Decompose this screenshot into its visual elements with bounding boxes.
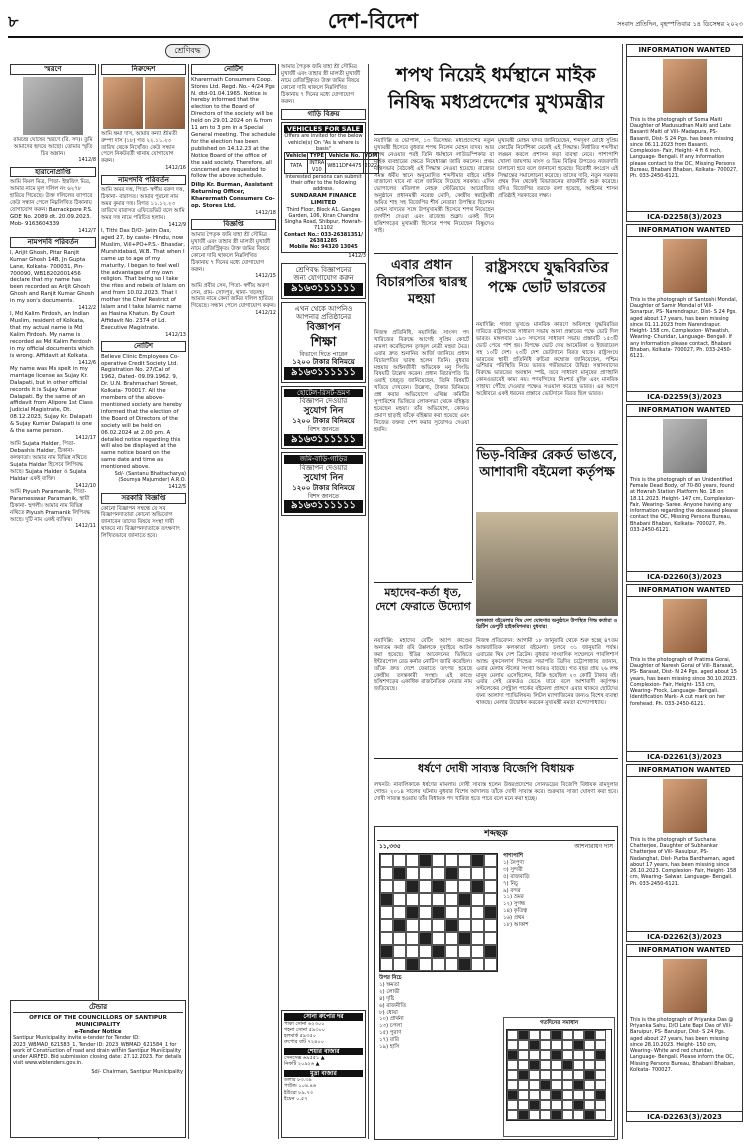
money-label: মুদ্রা বাজার bbox=[284, 1070, 363, 1078]
vehicle-address: Third Floor, Block A1, Ganges Garden, 106, Kiran Chandra Singha Road, Shibpur, Howrah- 711102 bbox=[284, 206, 363, 232]
share-item: সেনসেক্স ৬৯৫৫১ ▲ bbox=[284, 1055, 325, 1061]
ad-id: 1412/6 bbox=[78, 359, 96, 366]
promo-classified bbox=[281, 263, 366, 299]
info-wanted-title: INFORMATION WANTED bbox=[627, 405, 742, 417]
vehicle-ad-title: VEHICLES FOR SALE bbox=[284, 125, 363, 133]
ad-id: 1412/12 bbox=[255, 310, 276, 317]
promo-word: শিক্ষা bbox=[310, 334, 337, 350]
promo-phone: ৯১৬৩১১১১১১ bbox=[284, 283, 363, 296]
category-notice: নোটিশ bbox=[101, 341, 186, 352]
table-header-row bbox=[285, 153, 379, 160]
info-wanted-id: ICA-D2258(3)/2023 bbox=[627, 211, 742, 223]
crossword-block bbox=[374, 826, 618, 1140]
info-wanted-ad bbox=[626, 944, 743, 1122]
fair-headline: ভিড়-বিক্রির রেকর্ড ভাঙবে, আশাবাদী বইমেলা কর্তৃপক্ষ bbox=[476, 448, 618, 480]
vehicle-table bbox=[284, 152, 379, 174]
crossword-setter: আশনারায়ণ দাস bbox=[574, 843, 613, 850]
clue-item: ১) ক্ষমতা bbox=[379, 981, 400, 988]
ad-id: 1412/11 bbox=[75, 523, 96, 530]
ad-id: 1412/16 bbox=[165, 165, 186, 172]
column-header: TYPE bbox=[309, 153, 324, 160]
promo-line: বিজ্ঞাপন দেওয়ার bbox=[299, 397, 348, 406]
ad-id: 1412/10 bbox=[75, 482, 96, 489]
classified-col-4 bbox=[281, 64, 378, 1139]
table-cell: INTRA V10 bbox=[309, 160, 325, 173]
info-wanted-text: This is the photograph of Suchana Chatterjee, Daughter of Subhankar Chatterjee of Vill- Rasulpur, PS- Nadanghat, Dist- Purba Bardhaman, aged about 17 years, has been missing since 26.10.2023. Complexion- Fair, Height- 158 cm, Wearing- Salwar. Language- Bengali. Ph. 033-2450-6121. bbox=[630, 836, 737, 887]
info-wanted-title: INFORMATION WANTED bbox=[627, 225, 742, 237]
table-cell: 2022 bbox=[363, 160, 379, 174]
down-label: উপর নিচে bbox=[379, 975, 402, 981]
gold-item: হলমার্ক ৫৯৩৫০ bbox=[284, 1033, 316, 1039]
promo-line: হোটেল-রিসর্ট-ভ্রমণ bbox=[284, 389, 363, 398]
person-photo bbox=[663, 419, 707, 473]
crossword-across bbox=[503, 853, 615, 1013]
clue-item: ১২) সুগন্ধ bbox=[503, 901, 526, 908]
fair-caption: কলকাতা বইমেলার থিম দেশ ঘোষণার অনুষ্ঠানে উপস্থিত গিল্ড কর্তারা ও ব্রিটিশ ডেপুটি হাইকমিশনার। বুধবার। bbox=[476, 618, 618, 631]
info-wanted-title: INFORMATION WANTED bbox=[627, 585, 742, 597]
table-row bbox=[285, 160, 379, 174]
person-photo bbox=[663, 239, 707, 293]
clue-item: ১৬) প্রথম bbox=[503, 915, 525, 922]
notice-sign: Sd/- (Santanu Bhattacharya) (Soumya Majumder) A.R.O. bbox=[114, 471, 186, 484]
info-wanted-id: ICA-D2261(3)/2023 bbox=[627, 751, 742, 763]
gold-item: রুপোর বাট ৭২৪০০ bbox=[284, 1039, 324, 1046]
info-wanted-title: INFORMATION WANTED bbox=[627, 945, 742, 957]
divider bbox=[622, 44, 623, 1139]
notice-text: Believe Clinic Employees Co-operative Credit Society Ltd. Registration No. 27/Cal of 1962, Dated- 09.09.1962. 9, Dr. U.N. Brahmachari Street, Kolkata- 700017. All the members of the above-mentioned society are hereby informed that the election of the Board of Directors of the society will be held on 06.02.2024 at 2.00 pm. A detailed notice regarding this will also be displayed at the same notice board on the same date and time as mentioned above. bbox=[101, 353, 182, 471]
promo-line: এখন থেকে আপনিও bbox=[294, 304, 353, 313]
ad-id: 1412/9 bbox=[168, 221, 186, 228]
name-change-text: I, Arijit Ghosh, Pitar Ranjit Kumar Ghosh 14B, Jn Gupta Lane, Kolkata- 700031, Pin- 700090, WB18202001456 declare that my name has been recorded as Arijit Ghosh Ghosh and Ranjit Kumar Ghosh in my son's documents. bbox=[10, 249, 95, 305]
ad-id: 1412/7 bbox=[78, 227, 96, 234]
tender-text: Santipur Municipality invite e-tender for Tender ID: 2023_WBMAD_621583_1, Tender ID: 2023_WBMAD_621584_1 for work of Construction of road and drain within Santipur Municipality under AIRFED. Bid submission closing date: 27.12.2023. For details visit www.wbtenders.gov.in. bbox=[13, 1035, 182, 1067]
info-wanted-column bbox=[626, 44, 743, 1140]
clue-item: ১৭) বারি bbox=[379, 1037, 399, 1044]
info-wanted-text: This is the photograph of Santoshi Mondal, Daughter of Samir Mondal of Vill- Sonarpur, PS- Narendrapur, Dist- S 24 Pgs. aged about 17 years, has been missing since 01.11.2023 from Narendrapur. Height- 158 cm, Complexion- Wheatish, Wearing- Churidar, Language- Bengali. If any information please contact, Bhabani Bhaban, Kolkata- 700027, Ph. 033-2450-6121. bbox=[630, 296, 738, 359]
divider bbox=[374, 582, 472, 583]
dateline: সংবাদ প্রতিদিন, বৃহস্পতিবার ১৪ ডিসেম্বর ২০২৩ bbox=[617, 20, 743, 28]
name-change-text: My name was Ms spelt in my marriage license as Sujay Kr. Dalapati, but in other official records it is Sujay Kumar Dalapati. By the same of an affidavit from Alipore 1st Class Judicial Magistrate, Dt. 08.12.2023, Sujay Kr. Dalapati & Sujay Kumar Dalapati is one & the same person. bbox=[10, 365, 93, 435]
tender-block bbox=[10, 1000, 186, 1138]
info-wanted-id: ICA-D2259(3)/2023 bbox=[627, 391, 742, 403]
crossword-down bbox=[379, 975, 499, 1095]
name-change-text: আমি Piyush Paramanik, পিতা- Paramesswar Paramanik, স্থায়ী ঠিকানা- হুগলী। আমার নাম বিভিন্ন নথিতে Piyush Pramanik লিপিবদ্ধ আছে। দুটি নাম একই ব্যক্তির। bbox=[10, 488, 91, 523]
clue-item: ১৫) পুরাণ bbox=[379, 1030, 402, 1037]
main-article-1: নয়াদিল্লি ও ভোপাল, ১৩ ডিসেম্বর: মধ্যপ্রদেশের নতুন মুখ্যমন্ত্রী হিসেবে বুধবার শপথ নিলেন মোহন যাদব। আর শপথ নেওয়ার পরই তিনি ধর্মস্থানে লাউডস্পিকার বা মাইক ব্যবহারের ক্ষেত্রে নিষেধাজ্ঞা জারি করলেন। প্রথম মন্ত্রিসভার বৈঠকেই এই সিদ্ধান্ত নেওয়া হয়েছে। রাজ্যের সমস্ত ধর্মীয় স্থানে অনুমোদিত শব্দসীমার বাইরে মাইক বাজানো যাবে না বলে জানিয়ে দিয়েছে সরকার। এদিন ভোপালের মতিলাল নেহরু স্টেডিয়ামে আয়োজিত অনুষ্ঠানে প্রধানমন্ত্রী নরেন্দ্র মোদি, কেন্দ্রীয় স্বরাষ্ট্রমন্ত্রী অমিত শাহ সহ বিজেপির শীর্ষ নেতারা উপস্থিত ছিলেন। মোহন যাদবের সঙ্গে উপমুখ্যমন্ত্রী হিসেবে শপথ নিয়েছেন জগদীশ দেওরা এবং রাজেন্দ্র শুক্লা। একই দিনে ছত্তিশগড়ের মুখ্যমন্ত্রী হিসেবে শপথ নিয়েছেন বিষ্ণুদেও সাই। bbox=[374, 138, 494, 234]
promo-line: বিজ্ঞাপন দেওয়ার bbox=[299, 463, 348, 472]
name-change-text: I, Md Kalim Firdosh, an Indian Muslim, resident of Kolkata, that my actual name is Md Kalim Firdosh. My name is recorded as Md Kalim Ferdosh in my official documents which is wrong. Affidavit at Kolkata. bbox=[10, 311, 94, 359]
previous-solution bbox=[503, 1017, 615, 1137]
promo-line: সুযোগ নিন bbox=[303, 406, 344, 417]
mahadev-article: নয়াদিল্লি: মহাদেব বেটিং অ্যাপ কাণ্ডের অন্যতম কর্তা রবি উপ্পলকে দুবাইয়ে আটক করা হয়েছে। ইডির আবেদনের ভিত্তিতে ইন্টারপোল রেড কর্নার নোটিস জারি করেছিল। তাঁকে দ্রুত দেশে ফেরাতে তৎপর হয়েছে কেন্দ্রীয় তদন্তকারী সংস্থা। এই কাণ্ডে ছত্তিশগড়ের একাধিক রাজনৈতিক নেতার নাম জড়িয়েছে। bbox=[374, 638, 472, 693]
vehicle-ad-sub: Offers are invited for the below vehicle(s) On "As is where is basis" bbox=[284, 133, 363, 152]
mla-article: লখনউ: নাবালিকাকে ধর্ষণের মামলায় দোষী সাব্যস্ত হলেন উত্তরপ্রদেশের সোনভদ্রের বিজেপি বিধায়ক রামদুলার গোন্ড। ২০১৪ সালের ঘটনায় বুধবার বিশেষ আদালত তাঁকে দোষী সাব্যস্ত করে। শুক্রবার সাজা ঘোষণা করা হবে। দোষী সাব্যস্ত হওয়ায় তাঁর বিধায়ক পদ খারিজ হতে পারে বলে মনে করা হচ্ছে। bbox=[374, 782, 618, 802]
bigyapti-text: আমার পৈতৃক জমি যাহা শ্রী সৌমিত্র মুখার্জী এবং তাহার স্ত্রী মালতী মুখার্জী নামে রেজিস্ট্রিকৃত। উক্ত জমির বিষয়ে কোনো দাবি থাকলে নিম্নলিখিত ঠিকানায় ৭ দিনের মধ্যে যোগাযোগ করুন। bbox=[191, 231, 271, 273]
mahadev-headline: মহাদেব-কর্তা ধৃত, দেশে ফেরাতে উদ্যোগ bbox=[375, 586, 471, 614]
across-label: পাশাপাশি bbox=[503, 853, 523, 859]
person-photo bbox=[663, 59, 707, 113]
mla-headline: ধর্ষণে দোষী সাব্যস্ত বিজেপি বিধায়ক bbox=[418, 762, 574, 775]
classifieds-banner bbox=[10, 44, 365, 60]
ad-id: 1412/18 bbox=[255, 209, 276, 216]
main-headline: শপথ নিয়েই ধর্মস্থানে মাইক নিষিদ্ধ মধ্যপ্রদেশের মুখ্যমন্ত্রীর bbox=[388, 64, 604, 113]
clue-item: ৮) ধোয়া bbox=[379, 1009, 398, 1016]
bigyapti-text: আমার পৈতৃক জমি যাহা শ্রী সৌমিত্র মুখার্জী এবং তাহার স্ত্রী মালতী মুখার্জী নামে রেজিস্ট্রিকৃত। উক্ত জমির বিষয়ে কোনো দাবি থাকলে নিম্নলিখিত ঠিকানায় ৭ দিনের মধ্যে যোগাযোগ করুন। bbox=[281, 64, 361, 105]
divider bbox=[374, 758, 618, 759]
clue-item: ৭) নিচু bbox=[503, 880, 518, 887]
clue-item: ১০) প্রার্থনা bbox=[379, 1016, 404, 1023]
info-wanted-title: INFORMATION WANTED bbox=[627, 45, 742, 57]
promo-line: সুযোগ নিন bbox=[303, 472, 344, 483]
column-header: Vehicle No. bbox=[326, 153, 363, 160]
info-wanted-id: ICA-D2263(3)/2023 bbox=[627, 1111, 742, 1123]
clue-item: ৩) সুন্দরী bbox=[503, 866, 523, 873]
money-item: ইয়েন ০.৫৭ bbox=[284, 1095, 308, 1102]
category-tender: টেন্ডার bbox=[13, 1003, 183, 1013]
divider bbox=[472, 256, 473, 580]
vehicle-contact: Contact No.: 033-26381351/ 26381285 bbox=[284, 231, 363, 244]
money-item: পাউন্ড ১০৪.৪৬ bbox=[284, 1083, 317, 1090]
missing-text: আমি ক্ষমা দাস, আমার কন্যা শ্রীমতী রুম্পা দাস (১৮) গত ২২.১১.২৩ তারিখ থেকে নিখোঁজ। কেউ সন্ধান পেলে নিকটবর্তী থানায় যোগাযোগ করুন। bbox=[101, 130, 178, 165]
fair-photo bbox=[476, 512, 618, 616]
promo-hotel bbox=[281, 386, 366, 450]
clue-item: ১১) ভ্রমর bbox=[503, 894, 524, 901]
promo-price: ১২০০ টাকার বিনিময়ে bbox=[292, 417, 355, 426]
classifieds-label: শ্রেণিবদ্ধ bbox=[165, 44, 210, 58]
clue-item: ৯) বন্দর bbox=[503, 887, 521, 894]
promo-phone: ৯১৬৩১১১১১১ bbox=[284, 434, 363, 447]
info-wanted-text: This is the photograph of Soma Maiti Daughter of Madusudhan Maiti and Late Basanti Maiti of Vill- Madapura, PS- Basanti, Dist- S 24 Pgs. has been missing since 06.11.2023 from Basanti. Complexion- Fair, Height- 4 ft 6 inch, Language- Bengali. If any information please contact to the OC, Missing Persons Bureau, Bhabani Bhaban, Kolkata- 700027, Ph. 033-2450-6121. bbox=[630, 116, 738, 179]
gold-item: পাকা সোনা ৬২৩০০ bbox=[284, 1020, 325, 1027]
clue-item: ১৯) হাসি bbox=[379, 1044, 400, 1051]
crossword-title: শব্দছক bbox=[377, 829, 615, 841]
promo-line: জমি-বাড়ি-গাড়ির bbox=[284, 455, 363, 464]
share-label: শেয়ার বাজার bbox=[284, 1048, 363, 1056]
promo-phone: ৯১৬৩১১১১১১ bbox=[284, 367, 363, 380]
column-header: Vehicle bbox=[286, 153, 307, 160]
info-wanted-ad bbox=[626, 224, 743, 402]
un-headline: রাষ্ট্রসংঘে যুদ্ধবিরতির পক্ষে ভোট ভারতের bbox=[485, 258, 609, 296]
divider bbox=[374, 253, 618, 254]
ad-id: 1412/3 bbox=[348, 253, 366, 260]
clue-item: ১৩) চপলা bbox=[379, 1023, 402, 1030]
gold-item: গহনা সোনা ৫৯৩০০ bbox=[284, 1026, 325, 1033]
notice-text: Kharermath Consumers Coop. Stores Ltd. Regd. No.- 4/24 Pgs N. dtd-01.04.1965. Notice is hereby informed that the election to the Board of Directors of the society will be held on 29.01.2024 on & from 11 am to 3 pm in a Special General meeting. The schedule for the election has been published on 14.12.23 at the Notice Board of the office of the said society. Therefore, all concerned are requested to follow the above schedule. bbox=[191, 76, 276, 180]
money-item: ইউরো ৮৯.৭৩ bbox=[284, 1089, 313, 1096]
crossword-grid[interactable] bbox=[379, 853, 498, 972]
divider bbox=[476, 444, 618, 445]
category-haranoprapti: হারানোপ্রাপ্তি bbox=[10, 167, 96, 178]
classified-col-1 bbox=[10, 64, 96, 1139]
memorial-text: রামচন্দ্র ঘোষের স্মরণে (রি. সদ)। তুমি আমাদের হৃদয়ে আছো। তোমার স্মৃতি চির অম্লান। bbox=[13, 136, 93, 157]
ad-id: 1412/8 bbox=[78, 157, 96, 164]
person-photo bbox=[663, 599, 707, 653]
vehicle-mobile: Mobile No: 94320 13045 bbox=[289, 244, 358, 251]
main-article-2: মুখ্যমন্ত্রী মোহন যাদব জানিয়েছেন, শব্দদূষণ রোধে সুপ্রিম কোর্টের নির্দেশিকা মেনেই এই সিদ্ধান্ত। নির্ধারিত শব্দসীমা লঙ্ঘন করলে প্রশাসন কড়া ব্যবস্থা নেবে। পাশাপাশি খোলা জায়গায় মাংস ও ডিম বিক্রির উপরেও নজরদারি চালানো হবে বলে জানানো হয়েছে। বিরোধী কংগ্রেস এই সিদ্ধান্তের সমালোচনা করেছে। তাদের দাবি, নতুন সরকার প্রথম দিন থেকেই বিভাজনের রাজনীতি শুরু করেছে। যদিও বিজেপির তরফে বলা হয়েছে, আইনের শাসন প্রতিষ্ঠাই সরকারের লক্ষ্য। bbox=[498, 138, 618, 200]
table-cell: TATA bbox=[285, 160, 308, 174]
govt-text: কোনো বিজ্ঞাপন সম্বন্ধে যে সব বিজ্ঞাপনদাতারা কোনো অভিযোগ জানাবেন তাদের বিষয়ে সংস্থা দায়ী থাকবে না। বিজ্ঞাপনদাতাকে তৎক্ষণাৎ লিখিতভাবে জানাতে হবে। bbox=[101, 505, 180, 540]
lost-found-text: আমি বিমল মিত্র, পিতা- ইন্দ্রজিৎ মিত্র, আমার নামে মূল দলিল নং ৬২৭৮ হারিয়ে গিয়েছে। উক্ত দলিলের ব্যাপারে কেউ সন্ধান পেলে নিম্নলিখিত ঠিকানায় যোগাযোগ করুন। Barrackpore P.S. GDE No. 2089 dt. 20.09.2023. bbox=[10, 179, 93, 220]
divider bbox=[374, 134, 618, 135]
clue-item: ৪) দৃষ্টি bbox=[379, 995, 394, 1002]
tender-head: OFFICE OF THE COUNCILLORS OF SANTIPUR MUNICIPALITY bbox=[29, 1014, 167, 1028]
sub-article: নিজস্ব প্রতিনিধি, নয়াদিল্লি: সাংসদ পদ খারিজের বিরুদ্ধে আগেই সুপ্রিম কোর্টে মামলা করেছিলেন তৃণমূল নেত্রী মহুয়া মৈত্র। এবার দ্রুত শুনানির আর্জি জানিয়ে প্রধান বিচারপতির দ্বারস্থ হলেন তিনি। বুধবার মহুয়ার আইনজীবী অভিষেক মনু সিংভি বিষয়টি উল্লেখ করেন। প্রধান বিচারপতি ডি ওয়াই চন্দ্রচূড় জানিয়েছেন, তিনি বিষয়টি খতিয়ে দেখবেন। উল্লেখ্য, টাকার বিনিময়ে প্রশ্ন করার অভিযোগে এথিক্স কমিটির সুপারিশের ভিত্তিতে লোকসভা থেকে বহিষ্কৃত হয়েছেন মহুয়া। তাঁর অভিযোগ, কোনও প্রমাণ ছাড়াই তাঁকে বহিষ্কার করা হয়েছে এবং নিজের বক্তব্য পেশ করার সুযোগও দেওয়া হয়নি। bbox=[374, 330, 469, 433]
classified-col-2 bbox=[101, 64, 186, 1139]
person-photo bbox=[663, 779, 707, 833]
promo-phone: ৯১৬৩১১১১১১ bbox=[284, 500, 363, 513]
clue-item: ১) নৈপুণ্য bbox=[503, 859, 525, 866]
promo-line: বিভাগে দিতে পারেন bbox=[299, 350, 348, 358]
info-wanted-ad bbox=[626, 584, 743, 762]
vehicle-ad bbox=[281, 122, 378, 253]
info-wanted-ad bbox=[626, 764, 743, 942]
gold-label: সোনা রুপোর দর bbox=[284, 1013, 363, 1021]
tender-sub: e-Tender Notice bbox=[74, 1028, 122, 1035]
info-wanted-title: INFORMATION WANTED bbox=[627, 765, 742, 777]
clue-item: ১৮) আকাশ bbox=[503, 922, 529, 929]
promo-line: বিজ্ঞাপন bbox=[306, 322, 341, 334]
tender-sign: Sd/- Chairman, Santipur Municipality bbox=[91, 1068, 183, 1075]
category-name-change: নামপদবি পরিবর্তন bbox=[101, 175, 186, 186]
table-cell: WB11DF4475 bbox=[326, 160, 363, 174]
money-item: ডলার ৮৩.৩৯ bbox=[284, 1077, 312, 1083]
category-nirudesh: নিরুদ্দেশ bbox=[101, 64, 186, 75]
info-wanted-ad bbox=[626, 44, 743, 222]
promo-line: আপনার প্রতিষ্ঠানের bbox=[295, 313, 352, 322]
category-bigyapti: বিজ্ঞপ্তি bbox=[191, 219, 276, 230]
section-title: দেশ-বিদেশ bbox=[327, 8, 419, 33]
page-header bbox=[8, 8, 743, 38]
name-change-text: আমি অমর দত্ত, পিতা- স্বর্গীয় বরুণ দত্ত, ঠিকানা- বারাসত। আমার পুরনো নাম অমর কুমার দত্ত। বিগত ১১.১২.২৩ তারিখে বারাসত এফিডেভিট বলে আমি অমর দত্ত নামে পরিচিত হলাম। bbox=[101, 187, 185, 221]
sub-headline: এবার প্রধান বিচারপতির দ্বারস্থ মহুয়া bbox=[376, 258, 467, 307]
clue-item: ৫) রাজবাড়ি bbox=[503, 873, 530, 880]
ad-id: 1412/17 bbox=[75, 434, 96, 441]
name-change-text: I, Tithi Das D/O- Jatin Das, aged 27, by caste- Hindu, now Muslim, Vill+PO+P.S.- Bhasdar, Murshidabad, W.B. That when I came up to age of my maturity, I began to feel well the advantages of my own religion. That being so I take the rites and rebels of Islam on and from 10.02.2023. That I mother the Chief Restrict of Islam and I take Islamic name as Hasina Khatun. By Court Affidavit No. 2374 of Ld. Executive Magistrate. bbox=[101, 228, 186, 331]
ad-id: 1412/15 bbox=[255, 273, 276, 280]
classified-col-3 bbox=[191, 64, 276, 1139]
name-change-text: আমি Sujata Halder, পিতা- Debashis Halder, ঠিকানা- কলকাতা। আমার নাম বিভিন্ন নথিতে Sujata Haldar হিসেবে লিপিবদ্ধ আছে। Sujata Halder ও Sujata Haldar একই ব্যক্তি। bbox=[10, 441, 87, 482]
memorial-photo bbox=[23, 77, 83, 135]
category-govt: সরকারি বিজ্ঞপ্তি bbox=[101, 493, 186, 504]
info-wanted-text: This is the photograph of Pratima Gorai, Daughter of Naresh Gorai of Vill- Barasat, PS- Barasat, Dist- N 24 Pgs. aged about 15 years, has been missing since 30.10.2023. Complexion- Fair, Height- 153 cm, Wearing- Frock, Language- Bengali. Identification Mark- A cut mark on her forehead. Ph. 033-2450-6121. bbox=[630, 656, 738, 707]
lost-found-mobile: Mob- 9163604339 bbox=[10, 220, 60, 227]
person-photo bbox=[663, 959, 707, 1013]
un-article: নয়াদিল্লি: গাজা ভূখণ্ডে মানবিক কারণে অবিলম্বে যুদ্ধবিরতির দাবিতে রাষ্ট্রসংঘের সাধারণ সভায় আনা প্রস্তাবের পক্ষে ভোট দিল ভারত। মঙ্গলবার ১৯৩ সদস্যের সাধারণ সভায় প্রস্তাবটি ১৫৩টি ভোট পেয়ে পাশ হয়। বিপক্ষে ভোট দেয় আমেরিকা ও ইজরায়েল সহ ১০টি দেশ। ২৩টি দেশ ভোটদানে বিরত থাকে। রাষ্ট্রসংঘে ভারতের স্থায়ী প্রতিনিধি রুচিরা কম্বোজ জানিয়েছেন, পশ্চিম এশিয়ার পরিস্থিতি নিয়ে ভারত গভীরভাবে উদ্বিগ্ন। সন্ত্রাসবাদের বিরুদ্ধে ভারতের অবস্থান স্পষ্ট, তবে সাধারণ মানুষের প্রাণহানি কোনওভাবেই কাম্য নয়। পণবন্দিদের নিঃশর্ত মুক্তি এবং মানবিক সাহায্য পৌঁছে দেওয়ার পক্ষেও সওয়াল করেছে ভারত। এর আগে অক্টোবরে একই ধরনের প্রস্তাবে ভোটদানে বিরত ছিল ভারত। bbox=[476, 322, 618, 398]
crossword-number: ১১,৩৩৫ bbox=[379, 843, 401, 850]
previous-solution-grid bbox=[506, 1029, 612, 1121]
category-smarane: স্মরণে bbox=[10, 64, 96, 75]
ad-id: 1412/5 bbox=[168, 483, 186, 490]
ad-id: 1412/2 bbox=[78, 305, 96, 312]
info-wanted-text: This is the photograph of an Unidentified Female Dead Body, of 70-80 years, found at Howrah Station Platform No. 18 on 18.11.2023. Height- 147 cm, Complexion- Fair, Wearing- Saree. Anyone having any information regarding the deceased please contact the OC, Missing Persons Bureau, Bhabani Bhaban, Kolkata- 700027, Ph. 033-2450-6121. bbox=[630, 476, 738, 533]
market-box bbox=[281, 1010, 366, 1138]
promo-education bbox=[281, 302, 366, 383]
deed-text: আমি প্রবীর সেন, পিতা- স্বর্গীয় অরুণ সেন, গ্রাম- সোদপুর, থানা- খড়দহ। আমার নামে কেনা জমির দলিল হারিয়ে গিয়েছে। সন্ধান পেলে যোগাযোগ করুন। bbox=[191, 282, 276, 310]
promo-property bbox=[281, 452, 366, 516]
promo-line: জন্য যোগাযোগ করুন bbox=[293, 274, 354, 283]
category-name-change: নামপদবি পরিবর্তন bbox=[10, 237, 96, 248]
promo-contact-label: বিশদ জানতে bbox=[307, 426, 340, 434]
share-item: নিফটি ২০৯২৬ ▲ bbox=[284, 1061, 320, 1068]
promo-line: শ্রেণিবদ্ধ বিজ্ঞাপনের bbox=[295, 265, 352, 274]
vehicle-ad-note: Interested persons can submit their offer to the following address. bbox=[285, 173, 362, 193]
info-wanted-id: ICA-D2260(3)/2023 bbox=[627, 571, 742, 583]
vehicle-company: SUNDARAM FINANCE LIMITED bbox=[290, 192, 357, 206]
category-notice: নোটিশ bbox=[191, 64, 276, 75]
missing-photo bbox=[145, 77, 185, 129]
col-divider bbox=[368, 64, 369, 1139]
column-header: YOM bbox=[364, 153, 378, 160]
fair-article: নিজস্ব প্রতিবেদন: আগামী ১৮ জানুয়ারি থেকে শুরু হচ্ছে ৪৭তম আন্তর্জাতিক কলকাতা বইমেলা। চলবে ৩১ জানুয়ারি পর্যন্ত। এবারের থিম দেশ ব্রিটেন। বুধবার সাংবাদিক সম্মেলনে পাবলিশার্স অ্যান্ড বুকসেলার্স গিল্ডের সভাপতি ত্রিদিব চট্টোপাধ্যায় জানান, এবার মেলায় স্টলের সংখ্যা আরও বাড়ছে। গত বছর প্রায় ২৬ লক্ষ মানুষ মেলায় এসেছিলেন, বিক্রি হয়েছিল ২৩ কোটি টাকার বই। এবার সেই রেকর্ডও ভেঙে যাবে বলে আশাবাদী কর্তৃপক্ষ। সল্টলেকের সেন্ট্রাল পার্কের বইমেলা প্রাঙ্গণে এবার থাকবে ছোটদের জন্য আলাদা প্যাভিলিয়ন। লিটল ম্যাগাজিনের জন্যও বিশেষ ব্যবস্থা থাকছে। মেলার উদ্বোধন করবেন মুখ্যমন্ত্রী মমতা বন্দ্যোপাধ্যায়। bbox=[476, 638, 618, 707]
promo-price: ১২০০ টাকার বিনিময়ে bbox=[292, 358, 355, 367]
promo-contact-label: বিশদ জানতে bbox=[307, 492, 340, 500]
ad-id: 1412/13 bbox=[165, 331, 186, 338]
page-number: ৮ bbox=[8, 12, 19, 31]
missing-photo bbox=[103, 77, 143, 129]
clue-item: ২) লোভী bbox=[379, 988, 400, 995]
col-divider bbox=[188, 64, 189, 1139]
info-wanted-text: This is the photograph of Priyanka Das @ Priyanka Sahu, D/O Late Bapi Das of Vill- Baruipur, PS- Baruipur, Dist- S 24 Pgs. aged about 27 years, has been missing since 28.10.2023. Height- 150 cm, Wearing- White and red churidar, Language- Bengali. Please inform the OC, Missing Persons Bureau, Bhabani Bhaban, Kolkata- 700027. bbox=[630, 1016, 735, 1073]
clue-item: ৬) রাজনীতি bbox=[379, 1002, 407, 1009]
info-wanted-ad bbox=[626, 404, 743, 582]
col-divider bbox=[98, 64, 99, 1139]
col-divider bbox=[278, 64, 279, 1139]
clue-item: ১৪) কৃতিত্ব bbox=[503, 908, 528, 915]
category-vehicles: গাড়ি বিক্রয় bbox=[281, 109, 366, 120]
info-wanted-id: ICA-D2262(3)/2023 bbox=[627, 931, 742, 943]
previous-solution-title: গতদিনের সমাধান bbox=[539, 1020, 579, 1026]
promo-price: ১২০০ টাকার বিনিময়ে bbox=[292, 483, 355, 492]
notice-sign: Dilip Kr. Burman, Assistant Returning Officer, Kharermath Consumers Co-op. Stores Ltd. bbox=[191, 182, 275, 210]
